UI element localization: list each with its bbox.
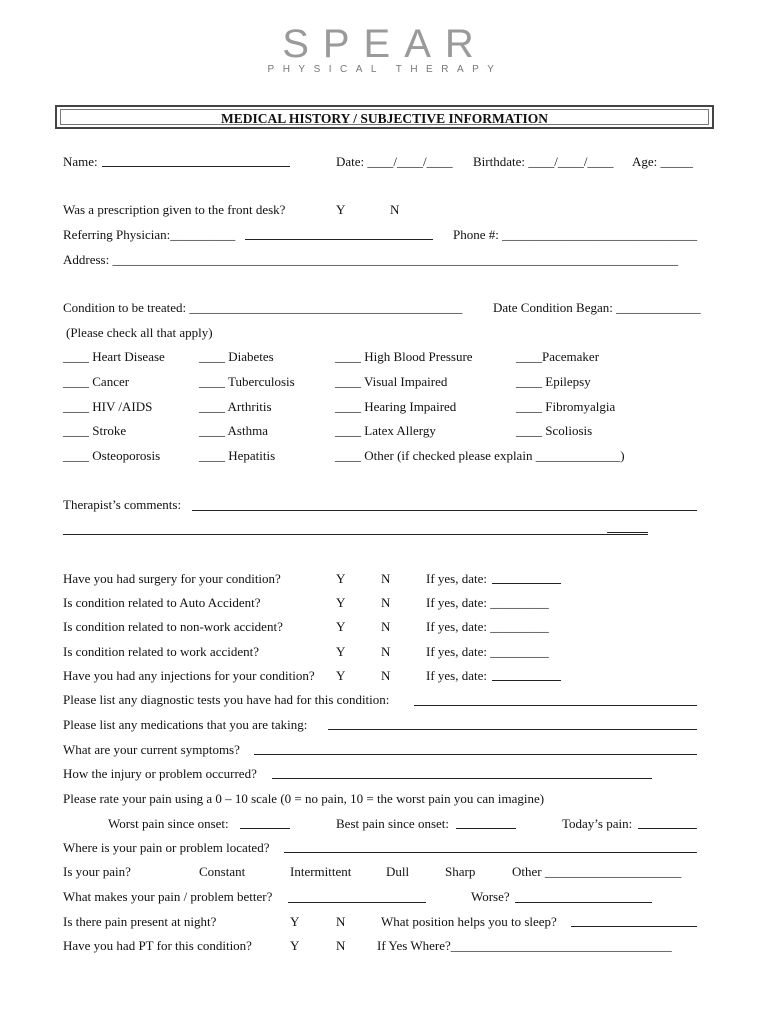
condition-asthma[interactable]: ____ Asthma — [199, 423, 268, 438]
therapist-comments-line-1[interactable] — [192, 510, 697, 511]
injections-question: Have you had any injections for your condition? — [63, 668, 315, 683]
referring-physician-label: Referring Physician:__________ — [63, 227, 236, 242]
injury-label: How the injury or problem occurred? — [63, 766, 257, 781]
medications-label: Please list any medications that you are taking: — [63, 717, 308, 732]
surgery-date-field[interactable] — [492, 583, 561, 584]
injections-no[interactable]: N — [381, 668, 391, 683]
work-accident-no[interactable]: N — [381, 644, 391, 659]
condition-latex-allergy[interactable]: ____ Latex Allergy — [335, 423, 436, 438]
worst-pain-field[interactable] — [240, 828, 290, 829]
injections-date-label: If yes, date: — [426, 668, 488, 683]
condition-fibromyalgia[interactable]: ____ Fibromyalgia — [516, 399, 616, 414]
pt-yes[interactable]: Y — [290, 938, 300, 953]
pain-type-sharp[interactable]: Sharp — [445, 864, 476, 879]
non-work-accident-yes[interactable]: Y — [336, 619, 346, 634]
name-field[interactable] — [102, 166, 290, 167]
injections-yes[interactable]: Y — [336, 668, 346, 683]
condition-tuberculosis[interactable]: ____ Tuberculosis — [199, 374, 295, 389]
condition-pacemaker[interactable]: ____Pacemaker — [516, 349, 600, 364]
condition-arthritis[interactable]: ____ Arthritis — [199, 399, 272, 414]
diagnostic-tests-field[interactable] — [414, 705, 697, 706]
birthdate-field[interactable]: Birthdate: ____/____/____ — [473, 154, 614, 169]
injections-date-field[interactable] — [492, 680, 561, 681]
non-work-accident-no[interactable]: N — [381, 619, 391, 634]
condition-visual-impaired[interactable]: ____ Visual Impaired — [335, 374, 448, 389]
check-note: (Please check all that apply) — [66, 325, 213, 340]
surgery-no[interactable]: N — [381, 571, 391, 586]
worst-pain-label: Worst pain since onset: — [108, 816, 229, 831]
name-label: Name: — [63, 154, 98, 169]
condition-hiv-aids[interactable]: ____ HIV /AIDS — [63, 399, 153, 414]
condition-field[interactable]: Condition to be treated: __________________________________________ — [63, 300, 463, 315]
night-pain-question: Is there pain present at night? — [63, 914, 217, 929]
prescription-question: Was a prescription given to the front desk? — [63, 202, 286, 217]
better-field[interactable] — [288, 902, 426, 903]
form-title-box — [55, 105, 714, 129]
today-pain-field[interactable] — [638, 828, 697, 829]
best-pain-field[interactable] — [456, 828, 516, 829]
surgery-date-label: If yes, date: — [426, 571, 488, 586]
pt-no[interactable]: N — [336, 938, 346, 953]
worse-label: Worse? — [471, 889, 510, 904]
today-pain-label: Today’s pain: — [562, 816, 633, 831]
non-work-accident-date-field[interactable]: If yes, date: _________ — [426, 619, 549, 634]
condition-began-field[interactable]: Date Condition Began: _____________ — [493, 300, 701, 315]
address-field[interactable]: Address: _______________________________________________________________________________________ — [63, 252, 678, 267]
pain-type-dull[interactable]: Dull — [386, 864, 410, 879]
pain-type-label: Is your pain? — [63, 864, 131, 879]
night-pain-no[interactable]: N — [336, 914, 346, 929]
pain-type-other[interactable]: Other _____________________ — [512, 864, 682, 879]
therapist-comments-line-2-end — [607, 532, 648, 533]
condition-high-blood-pressure[interactable]: ____ High Blood Pressure — [335, 349, 473, 364]
night-pain-yes[interactable]: Y — [290, 914, 300, 929]
pain-type-constant[interactable]: Constant — [199, 864, 246, 879]
best-pain-label: Best pain since onset: — [336, 816, 450, 831]
symptoms-field[interactable] — [254, 754, 697, 755]
injury-field[interactable] — [272, 778, 652, 779]
sleep-position-label: What position helps you to sleep? — [381, 914, 557, 929]
auto-accident-yes[interactable]: Y — [336, 595, 346, 610]
pain-location-label: Where is your pain or problem located? — [63, 840, 270, 855]
condition-hepatitis[interactable]: ____ Hepatitis — [199, 448, 276, 463]
condition-diabetes[interactable]: ____ Diabetes — [199, 349, 274, 364]
medications-field[interactable] — [328, 729, 697, 730]
pain-location-field[interactable] — [284, 852, 697, 853]
better-label: What makes your pain / problem better? — [63, 889, 273, 904]
therapist-comments-line-2[interactable] — [63, 534, 648, 535]
surgery-question: Have you had surgery for your condition? — [63, 571, 281, 586]
logo-wordmark: SPEAR — [282, 22, 488, 66]
logo-tagline: PHYSICAL THERAPY — [267, 64, 503, 75]
sleep-position-field[interactable] — [571, 926, 697, 927]
condition-heart-disease[interactable]: ____ Heart Disease — [63, 349, 165, 364]
auto-accident-date-field[interactable]: If yes, date: _________ — [426, 595, 549, 610]
auto-accident-no[interactable]: N — [381, 595, 391, 610]
condition-hearing-impaired[interactable]: ____ Hearing Impaired — [335, 399, 457, 414]
diagnostic-tests-label: Please list any diagnostic tests you have had for this condition: — [63, 692, 390, 707]
condition-scoliosis[interactable]: ____ Scoliosis — [516, 423, 593, 438]
date-field[interactable]: Date: ____/____/____ — [336, 154, 453, 169]
pain-scale-instructions: Please rate your pain using a 0 – 10 scale (0 = no pain, 10 = the worst pain you can imagine) — [63, 791, 545, 806]
therapist-comments-label: Therapist’s comments: — [63, 497, 182, 512]
surgery-yes[interactable]: Y — [336, 571, 346, 586]
non-work-accident-question: Is condition related to non-work accident? — [63, 619, 283, 634]
condition-osteoporosis[interactable]: ____ Osteoporosis — [63, 448, 161, 463]
form-title: MEDICAL HISTORY / SUBJECTIVE INFORMATION — [60, 109, 709, 125]
work-accident-question: Is condition related to work accident? — [63, 644, 260, 659]
condition-other[interactable]: ____ Other (if checked please explain _____________) — [335, 448, 625, 463]
pt-where-field[interactable]: If Yes Where?__________________________________ — [377, 938, 672, 953]
phone-field[interactable]: Phone #: ______________________________ — [453, 227, 698, 242]
work-accident-yes[interactable]: Y — [336, 644, 346, 659]
condition-cancer[interactable]: ____ Cancer — [63, 374, 130, 389]
work-accident-date-field[interactable]: If yes, date: _________ — [426, 644, 549, 659]
auto-accident-question: Is condition related to Auto Accident? — [63, 595, 261, 610]
condition-epilepsy[interactable]: ____ Epilepsy — [516, 374, 591, 389]
prescription-no[interactable]: N — [390, 202, 400, 217]
age-field[interactable]: Age: _____ — [632, 154, 694, 169]
prescription-yes[interactable]: Y — [336, 202, 346, 217]
pt-question: Have you had PT for this condition? — [63, 938, 252, 953]
pain-type-intermittent[interactable]: Intermittent — [290, 864, 352, 879]
symptoms-label: What are your current symptoms? — [63, 742, 240, 757]
referring-physician-field[interactable] — [245, 239, 433, 240]
worse-field[interactable] — [515, 902, 652, 903]
condition-stroke[interactable]: ____ Stroke — [63, 423, 127, 438]
